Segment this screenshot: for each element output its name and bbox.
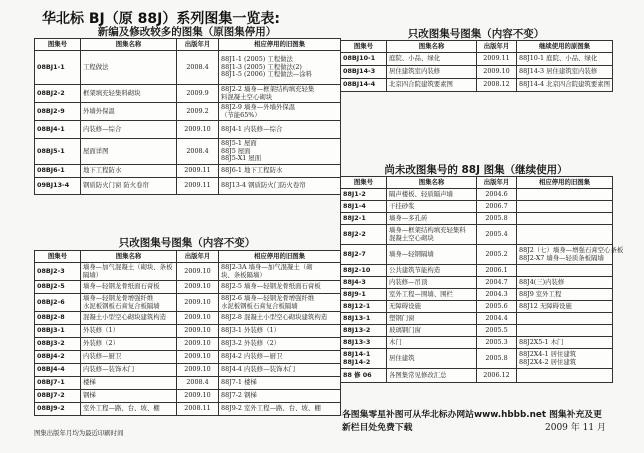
- cell-code: 88J2-2: [341, 225, 387, 245]
- cell-old-atlas: [517, 313, 613, 325]
- cell-code: 08BJ2-6: [35, 294, 81, 312]
- cell-name-line: 外装修（1）: [83, 326, 120, 335]
- col-header-code: 图集号: [341, 41, 387, 53]
- cell-old-atlas-line: 88J2X4-1 居住建筑: [519, 349, 577, 358]
- cell-date: 2009.11: [177, 178, 219, 195]
- cell-date: 2005.8: [477, 213, 517, 225]
- cell-old-atlas: [517, 189, 613, 201]
- cell-name-line: 隔声楼板、轻质隔声墙: [389, 189, 453, 198]
- cell-old-atlas: [219, 263, 341, 281]
- cell-name: [81, 85, 177, 103]
- cell-date: 2006.12: [477, 369, 517, 383]
- cell-old-atlas-line: 88J2-9 墙身—外墙外保温: [221, 102, 296, 111]
- cell-code: 08BJ3-2: [35, 338, 81, 351]
- cell-date: 2009.10: [177, 281, 219, 294]
- cell-name: [387, 349, 477, 369]
- cell-name: [387, 53, 477, 66]
- cell-date: 2006.7: [477, 201, 517, 213]
- col-header-date: 出版年月: [177, 39, 219, 51]
- cell-date: 2009.10: [177, 338, 219, 351]
- cell-name: [81, 390, 177, 403]
- cell-name: [81, 364, 177, 377]
- cell-date: 2009.10: [177, 294, 219, 312]
- cell-old-atlas-line: 88J13-4 钢质防火门防火卷帘: [221, 181, 306, 190]
- table-row: [35, 351, 341, 364]
- col-header-name: 图集名称: [81, 39, 177, 51]
- cell-name: [81, 51, 177, 85]
- cell-name-line: 内装修—厨卫: [83, 352, 122, 361]
- cell-name-line: 墙身—轻钢龙骨增强纤维: [83, 293, 154, 302]
- cell-old-atlas-line: 88J4-1 内装修—综合: [221, 124, 283, 133]
- cell-date: 2008.4: [177, 377, 219, 390]
- cell-code: 08BJ10-1: [341, 53, 387, 66]
- cell-name: [81, 338, 177, 351]
- cell-code: 08BJ2-8: [35, 312, 81, 325]
- cell-date: 2009.11: [177, 165, 219, 178]
- cell-date: 2005.4: [477, 225, 517, 245]
- cell-old-atlas: [219, 390, 341, 403]
- cell-old-atlas: [219, 325, 341, 338]
- cell-name-line: 室外工程—路、台、坡、棚: [83, 404, 160, 413]
- cell-name: [387, 225, 477, 245]
- cell-name: [81, 403, 177, 416]
- cell-old-atlas-line: 88J12 无障碍设施: [519, 301, 572, 310]
- cell-name-line: 墙身—轻钢隔墙: [389, 249, 434, 258]
- cell-name-line: 无障碍设施: [389, 301, 421, 310]
- cell-name: [387, 325, 477, 337]
- cell-name-line: 庭院、小品、绿化: [389, 54, 441, 63]
- cell-date: 2004.3: [477, 289, 517, 301]
- cell-old-atlas: [219, 139, 341, 165]
- cell-name-line: 工程做法: [83, 62, 109, 71]
- cell-old-atlas-line: 88J4(三)内装修: [519, 277, 565, 286]
- cell-date: 2009.2: [177, 103, 219, 121]
- cell-code: 88J2-7: [341, 245, 387, 265]
- section3-title: 只改图集号图集（内容不变）: [407, 28, 545, 40]
- cell-old-atlas: [517, 245, 624, 265]
- cell-code: 08BJ14-4: [341, 79, 387, 92]
- cell-old-atlas-line: 88J2-8 混凝土小型空心砌块建筑构造: [221, 313, 328, 322]
- table-row: [341, 213, 613, 225]
- cell-old-atlas-line: 88J6-1 地下工程防水: [221, 166, 283, 175]
- cell-name-line: 钢质防火门窗 防火卷帘: [83, 181, 149, 190]
- cell-name: [387, 66, 477, 79]
- cell-old-atlas-line: 88J4-4 内装修—装饰木门: [221, 365, 296, 374]
- cell-old-atlas: [517, 277, 613, 289]
- cell-name: [81, 178, 177, 195]
- cell-date: 2005.6: [477, 301, 517, 313]
- footer-download-note: 各图集零星补图可从华北标办网站www.hbbb.net 图集补充及更: [342, 410, 602, 420]
- cell-old-atlas: [219, 51, 341, 85]
- cell-date: 2009.11: [477, 53, 517, 66]
- col-header-old: 相应停用的旧图集: [219, 39, 341, 51]
- cell-code: 08BJ5-1: [35, 139, 81, 165]
- cell-name: [387, 289, 477, 301]
- cell-name: [387, 265, 477, 277]
- cell-old-atlas-line: 88J5 屋面: [221, 146, 251, 155]
- cell-name: [81, 294, 177, 312]
- cell-code: 08BJ4-4: [35, 364, 81, 377]
- cell-code: 08BJ1-1: [35, 51, 81, 85]
- table-row: [35, 51, 341, 85]
- cell-code: 88J13-2: [341, 325, 387, 337]
- cell-old-atlas: [219, 121, 341, 139]
- cell-code: 08BJ4-2: [35, 351, 81, 364]
- cell-code: 88J13-3: [341, 337, 387, 349]
- table-row: [35, 390, 341, 403]
- cell-name-line: 混凝土空心砌块: [389, 233, 434, 242]
- cell-code: 08BJ2-9: [35, 103, 81, 121]
- col-header-old2: 继续使用的原图集: [517, 41, 613, 53]
- cell-code: 08BJ2-3: [35, 263, 81, 281]
- cell-code: 08BJ7-1: [35, 377, 81, 390]
- cell-old-atlas-line: 块、条板隔墙）: [221, 270, 266, 279]
- cell-old-atlas: [219, 377, 341, 390]
- cell-old-atlas-line: 88J1-1 (2005) 工程做法: [221, 55, 293, 64]
- col-header-name: 图集名称: [387, 41, 477, 53]
- cell-date: 2009.10: [177, 390, 219, 403]
- cell-date: 2009.10: [177, 364, 219, 377]
- cell-code: 88J4-3: [341, 277, 387, 289]
- cell-name-line: 内装修—装饰木门: [83, 365, 135, 374]
- cell-code: 08BJ6-1: [35, 165, 81, 178]
- cell-old-atlas-line: 88J2X5-1 木门: [519, 337, 564, 346]
- cell-old-atlas-line: 88J10-1 庭院、小品、绿化: [519, 54, 598, 63]
- table-88j-continued: [340, 176, 624, 383]
- cell-name-line: 墙身—加气混凝土（砌块、条板: [83, 262, 173, 271]
- cell-name: [387, 277, 477, 289]
- cell-name: [81, 263, 177, 281]
- cell-old-atlas-line: 88J2（七）墙身—增强石膏空心条板: [519, 245, 624, 254]
- publication-note: 图集出版年月均为最近印刷时间: [34, 429, 124, 437]
- cell-code: 88J2-10: [341, 265, 387, 277]
- cell-name: [387, 213, 477, 225]
- cell-name: [387, 301, 477, 313]
- cell-old-atlas: [219, 364, 341, 377]
- table-row: [341, 313, 613, 325]
- cell-name-line: 框架填充轻集料砌块: [83, 88, 141, 97]
- table-renumbered-b: [340, 40, 613, 92]
- cell-old-atlas-line: 88J7-2 钢梯: [221, 391, 257, 400]
- col-header-old: 相应停用的旧图集: [517, 177, 613, 189]
- col-header-code: 图集号: [341, 177, 387, 189]
- cell-name-line: 公共建筑节能构造: [389, 265, 441, 274]
- cell-date: 2004.4: [477, 313, 517, 325]
- cell-code: 08BJ9-2: [35, 403, 81, 416]
- table-row: [341, 325, 613, 337]
- cell-name-line: 北京四合院建筑要素图: [389, 80, 453, 89]
- section1-title: 新编及修改较多的图集（原图集停用）: [97, 26, 277, 38]
- cell-old-atlas-line: 88J5-X1 屋面: [221, 154, 262, 163]
- cell-date: 2004.6: [477, 189, 517, 201]
- col-header-code: 图集号: [35, 39, 81, 51]
- cell-name-line: 居住建筑: [389, 353, 415, 362]
- table-row: [341, 369, 613, 383]
- table-row: [35, 403, 341, 416]
- cell-date: 2005.2: [477, 245, 517, 265]
- cell-old-atlas-line: 水泥板钢板石膏复合板隔墙: [221, 301, 298, 310]
- cell-name-line: 居住建筑室内装修: [389, 67, 441, 76]
- cell-name-line: 干挂砂浆: [389, 201, 415, 210]
- cell-date: 2009.10: [177, 351, 219, 364]
- cell-old-atlas-line: 88J2-2 墙身—框架结构填充轻集: [221, 84, 315, 93]
- cell-name: [81, 281, 177, 294]
- footer-download-note-2: 新栏目处免费下载: [342, 423, 413, 433]
- cell-date: 2008.12: [477, 79, 517, 92]
- table-row: [35, 338, 341, 351]
- table-renumbered-a: [34, 250, 341, 416]
- table-row: [341, 265, 613, 277]
- cell-old-atlas: [219, 281, 341, 294]
- cell-date: 2005.3: [477, 337, 517, 349]
- cell-name: [387, 79, 477, 92]
- cell-old-atlas-line: 88J5-1 屋面: [221, 139, 257, 148]
- cell-code: 08BJ4-1: [35, 121, 81, 139]
- cell-name-line: 屋面详图: [83, 146, 109, 155]
- col-header-name: 图集名称: [81, 251, 177, 263]
- cell-name: [387, 369, 477, 383]
- cell-name-line: 楼梯: [83, 378, 96, 387]
- cell-date: 2008.11: [177, 403, 219, 416]
- cell-name-line: 地下工程防水: [83, 166, 122, 175]
- cell-old-atlas: [517, 53, 613, 66]
- table-row: [341, 53, 613, 66]
- cell-name: [387, 337, 477, 349]
- table-row: [35, 263, 341, 281]
- cell-name-line: 内装修—吊顶: [389, 277, 428, 286]
- cell-date: 2005.8: [477, 349, 517, 369]
- cell-code: 88J1-2: [341, 189, 387, 201]
- cell-name: [81, 312, 177, 325]
- col-header-date: 出版年月: [177, 251, 219, 263]
- cell-name-line: 隔墙）: [83, 270, 103, 279]
- cell-name: [81, 325, 177, 338]
- cell-date: 2009.10: [177, 325, 219, 338]
- cell-old-atlas: [219, 403, 341, 416]
- cell-old-atlas: [517, 349, 613, 369]
- cell-code: 88J12-1: [341, 301, 387, 313]
- cell-name-line: 水泥板钢板石膏复合板隔墙: [83, 301, 160, 310]
- table-row: [35, 85, 341, 103]
- table-row: [341, 225, 613, 245]
- cell-name-line: 钢梯: [83, 391, 96, 400]
- cell-old-atlas: [219, 85, 341, 103]
- cell-code: 08BJ3-1: [35, 325, 81, 338]
- table-row: [35, 178, 341, 195]
- cell-old-atlas-line: 88J1-3 (2005) 工程做法(2): [221, 62, 302, 71]
- cell-date: 2009.10: [177, 312, 219, 325]
- cell-date: 2009.10: [177, 121, 219, 139]
- cell-name-line: 塑钢门窗: [389, 313, 415, 322]
- cell-old-atlas-line: （节能65%）: [221, 110, 261, 119]
- table-row: [35, 103, 341, 121]
- table-row: [35, 377, 341, 390]
- cell-name-line: 墙身—多孔砖: [389, 213, 428, 222]
- cell-old-atlas: [517, 201, 613, 213]
- cell-name: [387, 245, 477, 265]
- cell-name-line: 各图集常见修改汇总: [389, 370, 447, 379]
- col-header-old: 相应停用的旧图集: [219, 251, 341, 263]
- table-row: [341, 301, 613, 313]
- col-header-name: 图集名称: [387, 177, 477, 189]
- page-title: 华北标 BJ（原 88J）系列图集一览表:: [42, 11, 280, 27]
- cell-old-atlas: [517, 301, 613, 313]
- cell-name: [81, 351, 177, 364]
- cell-name-line: 玻璃钢门窗: [389, 325, 421, 334]
- table-row: [341, 245, 613, 265]
- cell-name: [387, 189, 477, 201]
- cell-name-line: 内装修—综合: [83, 124, 122, 133]
- col-header-code: 图集号: [35, 251, 81, 263]
- footer-date: 2009 年 11 月: [545, 423, 606, 433]
- cell-name: [81, 165, 177, 178]
- cell-name-line: 墙身—轻钢龙骨纸面石膏板: [83, 282, 160, 291]
- cell-old-atlas-line: 料混凝土空心砌块: [221, 92, 273, 101]
- table-row: [35, 312, 341, 325]
- cell-old-atlas: [219, 338, 341, 351]
- cell-old-atlas: [517, 337, 613, 349]
- table-new-edited: [34, 38, 341, 195]
- cell-old-atlas: [219, 165, 341, 178]
- cell-name: [81, 139, 177, 165]
- cell-name: [387, 201, 477, 213]
- table-row: [341, 289, 613, 301]
- cell-code: 08BJ14-3: [341, 66, 387, 79]
- cell-old-atlas-line: 88J1-5 (2006) 工程做法—涂料: [221, 70, 313, 79]
- cell-date: 2004.7: [477, 277, 517, 289]
- cell-code: 88J9-1: [341, 289, 387, 301]
- table-row: [341, 201, 613, 213]
- cell-old-atlas: [517, 325, 613, 337]
- cell-code: 88J1-4: [341, 201, 387, 213]
- cell-date: 2008.4: [177, 51, 219, 85]
- cell-old-atlas-line: 88J4-2 内装修—厨卫: [221, 352, 283, 361]
- cell-name: [81, 377, 177, 390]
- cell-name-line: 混凝土小型空心砌块建筑构造: [83, 313, 167, 322]
- cell-name-line: 木门: [389, 337, 402, 346]
- table-row: [341, 277, 613, 289]
- cell-name: [387, 313, 477, 325]
- cell-old-atlas: [219, 178, 341, 195]
- table-row: [341, 79, 613, 92]
- cell-name-line: 墙身—框架结构填充轻集料: [389, 225, 466, 234]
- cell-old-atlas-line: 88J14-4 北京四合院建筑要素图: [519, 80, 610, 89]
- cell-date: 2009.9: [177, 85, 219, 103]
- cell-old-atlas: [517, 289, 613, 301]
- cell-old-atlas-line: 88J14-3 居住建筑室内装修: [519, 67, 598, 76]
- table-row: [35, 281, 341, 294]
- cell-code: 08BJ2-2: [35, 85, 81, 103]
- section4-title: 尚未改图集号的 88J 图集（继续使用）: [384, 164, 568, 176]
- table-row: [35, 364, 341, 377]
- cell-old-atlas: [517, 225, 613, 245]
- table-row: [35, 165, 341, 178]
- cell-old-atlas-line: 88J3-2 外装修（2）: [221, 339, 281, 348]
- cell-old-atlas: [517, 79, 613, 92]
- cell-code: 09BJ13-4: [35, 178, 81, 195]
- cell-code: 88J13-1: [341, 313, 387, 325]
- cell-old-atlas-line: 88J9-2 室外工程—路、台、坡、棚: [221, 404, 321, 413]
- cell-old-atlas-line: 88J7-1 楼梯: [221, 378, 257, 387]
- cell-old-atlas: [219, 103, 341, 121]
- cell-old-atlas-line: 88J3-1 外装修（1）: [221, 326, 281, 335]
- cell-old-atlas-line: 88J2-3A 墙身—加气混凝土（砌: [221, 262, 313, 271]
- table-row: [35, 325, 341, 338]
- cell-name: [81, 103, 177, 121]
- cell-code: 08BJ2-5: [35, 281, 81, 294]
- cell-old-atlas: [517, 213, 613, 225]
- cell-date: 2009.10: [477, 66, 517, 79]
- table-row: [341, 189, 613, 201]
- cell-code: 88 修 06: [341, 369, 387, 383]
- table-row: [341, 349, 613, 369]
- cell-code: 88J2-1: [341, 213, 387, 225]
- cell-old-atlas: [517, 265, 613, 277]
- table-row: [341, 66, 613, 79]
- col-header-date: 出版年月: [477, 41, 517, 53]
- cell-old-atlas: [517, 66, 613, 79]
- cell-name-line: 外墙外保温: [83, 106, 115, 115]
- cell-date: 2005.5: [477, 325, 517, 337]
- cell-name-line: 外装修（2）: [83, 339, 120, 348]
- cell-old-atlas: [219, 351, 341, 364]
- cell-date: 2006.1: [477, 265, 517, 277]
- cell-name-line: 室外工程—围墙、围栏: [389, 289, 453, 298]
- table-row: [35, 294, 341, 312]
- section2-title: 只改图集号图集（内容不变）: [118, 237, 256, 249]
- table-row: [341, 337, 613, 349]
- table-row: [35, 121, 341, 139]
- cell-old-atlas-line: 88J9 室外工程: [519, 289, 562, 298]
- col-header-date: 出版年月: [477, 177, 517, 189]
- cell-date: 2009.10: [177, 263, 219, 281]
- cell-old-atlas-line: 88J2-X7 墙身—轻质条板隔墙: [519, 253, 604, 262]
- cell-old-atlas: [219, 294, 341, 312]
- cell-old-atlas: [517, 369, 613, 383]
- cell-code: 08BJ7-2: [35, 390, 81, 403]
- cell-code: 88J14-1 88J14-2: [341, 349, 387, 369]
- cell-old-atlas: [219, 312, 341, 325]
- cell-name: [81, 121, 177, 139]
- cell-date: 2008.4: [177, 139, 219, 165]
- cell-old-atlas-line: 88J2-6 墙身—轻钢龙骨增强纤维: [221, 293, 315, 302]
- cell-old-atlas-line: 88J2X4-2 居住建筑: [519, 357, 577, 366]
- table-row: [35, 139, 341, 165]
- cell-old-atlas-line: 88J2-5 墙身—轻钢龙骨纸面石膏板: [221, 282, 321, 291]
